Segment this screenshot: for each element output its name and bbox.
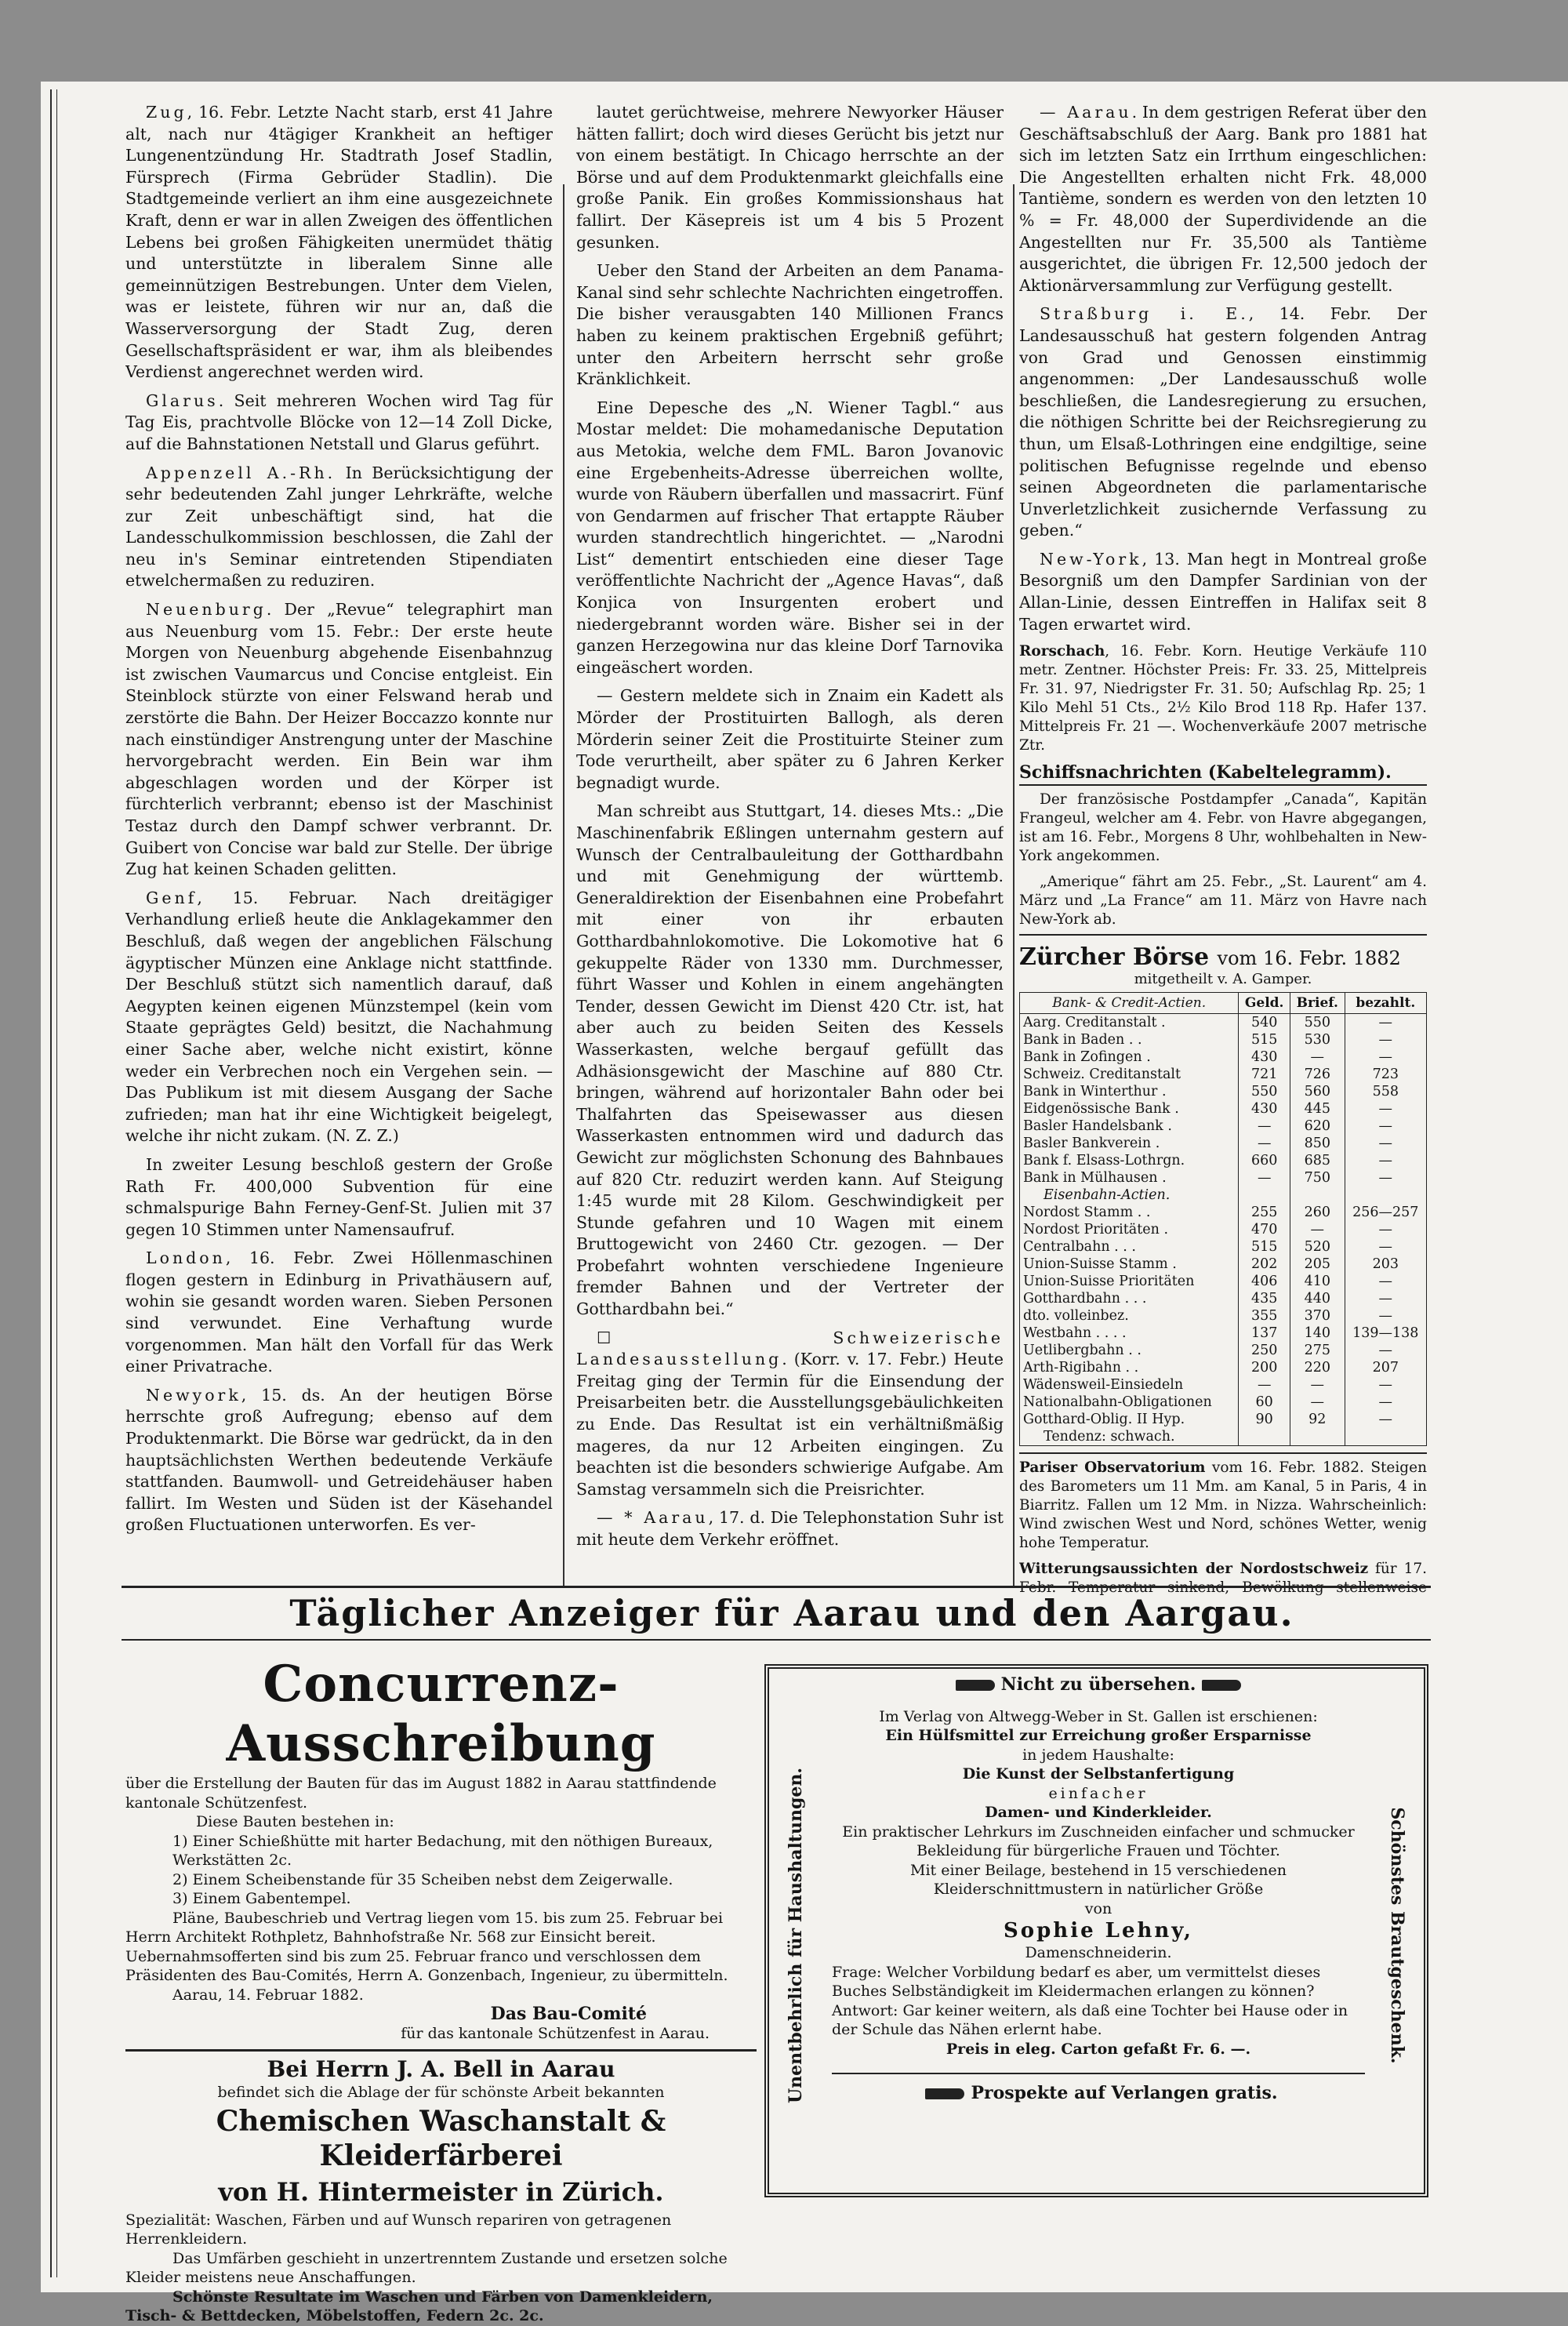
table-cell xyxy=(1345,1428,1426,1446)
table-row xyxy=(1020,1273,1427,1290)
ad-kunst-bottom: Prospekte auf Verlangen gratis. xyxy=(832,2084,1365,2103)
table-cell: Bank in Baden . . xyxy=(1020,1031,1239,1049)
column-2 xyxy=(576,102,1004,1576)
article-text: Eine Depesche des „N. Wiener Tagbl.“ aus Mostar meldet: Die mohamedanische Deputation aus Metokia, welche dem FML. Baron Jovanovic eine Ergebenheits-Adresse überreichen wollte, wurde von Räubern überfallen und massacrirt. Fünf von Gendarmen auf frischer That ertappte Räuber wurden standrechtlich hingerichtet. — „Narodni List“ dementirt entschieden eine dieser Tage veröffentlichte Nachricht der „Agence Havas“, daß Konjica von Insurgenten erobert und niedergebrannt worden wäre. Bisher sei in der ganzen Herzegowina nur das kleine Dorf Tarnovika eingeäschert worden. xyxy=(576,398,1004,677)
ad-kunst-top: Nicht zu übersehen. xyxy=(832,1675,1365,1695)
table-cell: 850 xyxy=(1290,1135,1345,1152)
pointing-hand-icon xyxy=(925,2088,964,2099)
table-cell: — xyxy=(1290,1394,1345,1411)
ad-bell-specialty: Spezialität: Waschen, Färben und auf Wunsch repariren von getragenen Herrenkleidern. xyxy=(125,2211,672,2248)
table-cell: 685 xyxy=(1290,1152,1345,1169)
article-placename: ☐ Schweizerische Landesausstellung xyxy=(576,1328,1004,1369)
table-row xyxy=(1020,1325,1427,1342)
ad-separator xyxy=(125,2049,757,2052)
table-cell: 435 xyxy=(1239,1290,1290,1307)
ad-concurrenz-sign2: für das kantonale Schützenfest in Aarau. xyxy=(401,2024,710,2042)
table-cell: 90 xyxy=(1239,1411,1290,1428)
ad-concurrenz-date: Aarau, 14. Februar 1882. xyxy=(172,1986,364,2004)
table-cell: 275 xyxy=(1290,1342,1345,1359)
table-cell: Bank f. Elsass-Lothrgn. xyxy=(1020,1152,1239,1169)
ad-kunst-question: Frage: Welcher Vorbildung bedarf es aber, um vermittelst dieses Buches Selbständigkeit im Kleidermachen erlangen zu können? xyxy=(832,1963,1321,2000)
table-cell: 370 xyxy=(1290,1307,1345,1325)
article-placename: London xyxy=(146,1248,226,1268)
table-cell: 470 xyxy=(1239,1221,1290,1238)
table-cell: Nordost Stamm . . xyxy=(1020,1204,1239,1221)
ad-concurrenz xyxy=(125,1655,757,2324)
boerse-credit: mitgetheilt v. A. Gamper. xyxy=(1134,971,1312,988)
banner-rule-bottom xyxy=(122,1639,1431,1641)
table-cell: 406 xyxy=(1239,1273,1290,1290)
table-cell: 430 xyxy=(1239,1049,1290,1066)
ad-bell-line-1: Bei Herrn J. A. Bell in Aarau xyxy=(267,2056,615,2082)
table-row xyxy=(1020,1100,1427,1118)
article-paragraph xyxy=(125,1385,553,1536)
table-cell: Bank in Mülhausen . xyxy=(1020,1169,1239,1187)
boerse-table xyxy=(1019,992,1427,1446)
table-cell: — xyxy=(1345,1307,1426,1325)
article-text: . (Korr. v. 17. Febr.) Heute Freitag ging der Termin für die Einsendung der Preisarbeiten betr. die Ausstellungsgebäulichkeiten zu Ende. Das Resultat ist ein verhältnißmäßig mageres, da nur 12 Arbeiten eingingen. Zu beachten ist die besonders schwierige Aufgabe. Am Samstag versammeln sich die Preisrichter. xyxy=(576,1350,1004,1499)
article-text: , 16. Febr. Zwei Höllenmaschinen flogen gestern in Edinburg in Privathäusern auf, wohin sie gesandt worden waren. Sieben Personen sind verwundet. Eine Verhaftung wurde vorgenommen. Man hält den Vorfall für das Werk einer Privatrache. xyxy=(125,1248,553,1376)
table-row xyxy=(1020,1290,1427,1307)
ad-kunst-von: von xyxy=(1084,1899,1112,1917)
table-cell: — xyxy=(1290,1376,1345,1394)
article-placename: — Aarau xyxy=(1040,103,1132,122)
article-text: , 16. Febr. Letzte Nacht starb, erst 41 Jahre alt, nach nur 4tägiger Krankheit an heftiger Lungenentzündung Hr. Stadtrath Josef Stadlin, Fürsprech (Firma Gebrüder Stadlin). Die Stadtgemeinde verliert an ihm eine ausgezeichnete Kraft, denn er war in allen Zweigen des öffentlichen Lebens bei großen Fähigkeiten unermüdet thätig und unterstützte in liberalem Sinne alle gemeinnützigen Bestrebungen. Unter dem Vielen, was er leistete, führen wir nur an, daß die Wasserversorgung der Stadt Zug, deren Gesellschaftspräsident er war, ihm als bleibendes Verdienst angerechnet werden wird. xyxy=(125,103,553,382)
table-row xyxy=(1020,1221,1427,1238)
article-placename: Neuenburg xyxy=(146,600,267,620)
pointing-hand-icon xyxy=(1202,1680,1241,1691)
table-row xyxy=(1020,1066,1427,1083)
article-placename: Genf xyxy=(146,888,198,907)
ad-kunst-supplement: Mit einer Beilage, bestehend in 15 verschiedenen Kleiderschnittmustern in natürlicher Größe xyxy=(910,1861,1287,1898)
table-cell: Bank in Winterthur . xyxy=(1020,1083,1239,1100)
banner-rule-top xyxy=(122,1586,1431,1588)
table-row xyxy=(1020,1307,1427,1325)
table-row-tendenz xyxy=(1020,1428,1427,1446)
table-section-label: Eisenbahn-Actien. xyxy=(1020,1187,1239,1204)
observatory-report: Pariser Observatorium vom 16. Febr. 1882. Steigen des Barometers um 11 Mm. am Kanal, 5 in Paris, 4 in Biarritz. Fallen um 12 Mm. in Nizza. Wahrscheinlich: Wind zwischen West und Nord, schönes Wetter, wenig hohe Temperatur. xyxy=(1019,1459,1427,1552)
table-cell: Basler Bankverein . xyxy=(1020,1135,1239,1152)
table-row xyxy=(1020,1411,1427,1428)
table-row xyxy=(1020,1152,1427,1169)
ad-kunst-course: Ein praktischer Lehrkurs im Zuschneiden einfacher und schmucker Bekleidung für bürgerliche Frauen und Töchter. xyxy=(842,1823,1355,1859)
ad-bell-dyeing: Das Umfärben geschieht in unzertrenntem Zustande und ersetzen solche Kleider meistens neue Anschaffungen. xyxy=(125,2249,728,2286)
col-header-brief: Brief. xyxy=(1290,993,1345,1014)
table-row xyxy=(1020,1135,1427,1152)
table-cell: Uetlibergbahn . . xyxy=(1020,1342,1239,1359)
table-cell: — xyxy=(1290,1049,1345,1066)
article-text: . In dem gestrigen Referat über den Geschäftsabschluß der Aarg. Bank pro 1881 hat sich im letzten Satz ein Irrthum eingeschlichen: Die Angestellten erhalten nicht Frk. 48,000 Tantième, sondern es werden von den letzten 10 % = Fr. 48,000 der Superdividende an die Angestellten nur Fr. 35,500 als Tantième ausgerichtet, die übrigen Fr. 12,500 jedoch der Aktionärversammlung zur Verfügung gestellt. xyxy=(1019,103,1427,295)
ad-left-vertical: Unentbehrlich für Haushaltungen. xyxy=(786,1768,806,2103)
table-cell: Gotthard-Oblig. II Hyp. xyxy=(1020,1411,1239,1428)
table-row xyxy=(1020,1118,1427,1135)
table-cell: — xyxy=(1345,1376,1426,1394)
article-text: , 15. ds. An der heutigen Börse herrschte groß Aufregung; ebenso auf dem Produktenmarkt. Die Börse war gedrückt, da in den hauptsächlichsten Werthen bedeutende Verkäufe stattfanden. Baumwoll- und Getreidehäuser haben fallirt. Im Westen und Süden ist der Käsehandel großen Fluctuationen unterworfen. Es ver- xyxy=(125,1385,553,1535)
table-cell: 200 xyxy=(1239,1359,1290,1376)
table-cell: 550 xyxy=(1290,1014,1345,1032)
article-paragraph xyxy=(125,1154,553,1241)
table-section-row xyxy=(1020,1187,1427,1204)
table-cell: 355 xyxy=(1239,1307,1290,1325)
article-text: . Der „Revue“ telegraphirt man aus Neuenburg vom 15. Febr.: Der erste heute Morgen von Neuenburg abgehende Eisenbahnzug ist zwischen Vaumarcus und Concise entgleist. Ein Steinblock stürzte von einer Felswand herab und zerstörte die Bahn. Der Heizer Boccazzo konnte nur nach einstündiger Anstrengung unter der Maschine hervorgebracht werden. Ein Bein war ihm abgeschlagen worden und der Körper ist fürchterlich verbrannt; ebenso ist der Maschinist Testaz durch den Dampf schwer verbrannt. Dr. Guibert von Concise war bald zur Stelle. Der übrige Zug hat keinen Schaden gelitten. xyxy=(125,600,553,879)
ad-kunst-box xyxy=(764,1664,1428,2197)
table-cell: 410 xyxy=(1290,1273,1345,1290)
article-paragraph xyxy=(576,685,1004,794)
table-cell: 515 xyxy=(1239,1031,1290,1049)
article-paragraph xyxy=(1019,303,1427,542)
table-cell: — xyxy=(1345,1100,1426,1118)
ad-kunst-title: Die Kunst der Selbstanfertigung xyxy=(962,1765,1235,1783)
article-paragraph xyxy=(576,260,1004,391)
article-paragraph xyxy=(125,391,553,456)
ad-kunst-household: in jedem Haushalte: xyxy=(1022,1746,1174,1764)
ad-bell-results: Schönste Resultate im Waschen und Färben von Damenkleidern, Tisch- & Bettdecken, Möbelstoffen, Federn 2c. 2c. xyxy=(125,2288,713,2324)
article-paragraph xyxy=(125,599,553,881)
table-cell: — xyxy=(1290,1221,1345,1238)
table-cell: Aarg. Creditanstalt . xyxy=(1020,1014,1239,1032)
article-placename: Newyork xyxy=(146,1385,241,1405)
table-cell xyxy=(1290,1187,1345,1204)
table-cell: 220 xyxy=(1290,1359,1345,1376)
advertiser-banner: Täglicher Anzeiger für Aarau und den Aargau. xyxy=(289,1592,1294,1634)
table-cell: — xyxy=(1239,1118,1290,1135)
ad-bell-firm-owner: von H. Hintermeister in Zürich. xyxy=(218,2176,664,2207)
col-header-geld: Geld. xyxy=(1239,993,1290,1014)
weather-forecast: Witterungsaussichten der Nordostschweiz für 17. xyxy=(1019,1561,1427,1578)
table-row xyxy=(1020,1031,1427,1049)
table-cell: 250 xyxy=(1239,1342,1290,1359)
table-cell: 205 xyxy=(1290,1256,1345,1273)
article-paragraph xyxy=(125,463,553,593)
table-cell: 560 xyxy=(1290,1083,1345,1100)
table-row xyxy=(1020,1204,1427,1221)
table-cell: 202 xyxy=(1239,1256,1290,1273)
ad-kunst-answer: Antwort: Gar keiner weitern, als daß eine Tochter bei Hause oder in der Schule das Nähen erlernt habe. xyxy=(832,2001,1348,2038)
table-cell: — xyxy=(1239,1169,1290,1187)
table-cell: 203 xyxy=(1345,1256,1426,1273)
table-cell: 60 xyxy=(1239,1394,1290,1411)
table-cell: 260 xyxy=(1290,1204,1345,1221)
table-cell xyxy=(1239,1187,1290,1204)
ad-bell-line-2: befindet sich die Ablage der für schönste Arbeit bekannten xyxy=(217,2084,665,2101)
col-header-actien: Bank- & Credit-Actien. xyxy=(1020,993,1239,1014)
ad-concurrenz-intro: über die Erstellung der Bauten für das im August 1882 in Aarau stattfindende kantonale Schützenfest. xyxy=(125,1775,717,1812)
boerse-title: Zürcher Börse vom 16. Febr. 1882 xyxy=(1019,943,1401,972)
table-cell: Basler Handelsbank . xyxy=(1020,1118,1239,1135)
article-text: In Berücksichtigung der sehr bedeutenden Zahl junger Lehrkräfte, welche zur Zeit unbeschäftigt sind, hat die Landesschulkommission beschlossen, die Zahl der neu in's Seminar eintretenden Stipendiaten etwelchermaßen zu reduziren. xyxy=(125,463,553,591)
ad-concurrenz-lead: Diese Bauten bestehen in: xyxy=(196,1813,394,1830)
article-paragraph xyxy=(125,888,553,1147)
article-text: Man schreibt aus Stuttgart, 14. dieses Mts.: „Die Maschinenfabrik Eßlingen unternahm gestern auf Wunsch der Centralbauleitung der Gotthardbahn und mit Genehmigung der württemb. Generaldirektion der Eisenbahnen eine Probefahrt mit einer von ihr erbauten Gotthardbahnlokomotive. Die Lokomotive hat 6 gekuppelte Räder von 1330 mm. Durchmesser, führt Wasser und Kohlen in einem angehängten Tender, dessen Gewicht im Dienst 420 Ctr. ist, hat aber auch zu beiden Seiten des Kessels Wasserkasten, welche bergauf gefüllt das Adhäsionsgewicht der Maschine auf 880 Ctr. bringen, während auf horizontaler Bahn oder bei Thalfahrten das Speisewasser aus diesen Wasserkasten entnommen wird und dadurch das Gewicht zur möglichsten Schonung des Bahnbaues auf 820 Ctr. reduzirt werden kann. Auf Steigung 1:45 wurde mit 28 Kilom. Geschwindigkeit per Stunde gefahren und 10 Wagen mit einem Bruttogewicht von 2460 Ctr. gezogen. — Der Probefahrt wohnten verschiedene Ingenieure fremder Bahnen und der Vertreter der Gotthardbahn bei.“ xyxy=(576,801,1004,1319)
ad-kunst-damen: Damen- und Kinderkleider. xyxy=(985,1804,1212,1821)
ad-concurrenz-sign: Das Bau-Comité xyxy=(490,2004,647,2024)
shipping-para-2: „Amerique“ fährt am 25. Febr., „St. Laurent“ am 4. März und „La France“ am 11. März von Havre nach New-York ab. xyxy=(1019,873,1427,936)
table-cell: Nationalbahn-Obligationen xyxy=(1020,1394,1239,1411)
table-cell: 620 xyxy=(1290,1118,1345,1135)
table-cell: 92 xyxy=(1290,1411,1345,1428)
article-text: , 14. Febr. Der Landesausschuß hat gestern folgenden Antrag von Grad und Genossen einstimmig angenommen: „Der Landesausschuß wolle beschließen, die Landesregierung zu ersuchen, die nöthigen Schritte bei der Reichsregierung zu thun, um Elsaß-Lothringen eine endgiltige, seine politischen Befugnisse regelnde und ebenso seinen Abgeordneten die parlamentarische Unverletzlichkeit zusichernde Verfassung zu geben.“ xyxy=(1019,304,1427,540)
table-cell: — xyxy=(1345,1342,1426,1359)
table-cell: Union-Suisse Prioritäten xyxy=(1020,1273,1239,1290)
table-cell: 530 xyxy=(1290,1031,1345,1049)
table-row xyxy=(1020,1256,1427,1273)
table-cell: 207 xyxy=(1345,1359,1426,1376)
left-margin-rule xyxy=(50,89,52,2277)
article-text: lautet gerüchtweise, mehrere Newyorker Häuser hätten fallirt; doch wird dieses Gerücht bis jetzt nur von einem bestätigt. In Chicago herrschte an der Börse und auf dem Produktenmarkt gleichfalls eine große Panik. Ein großes Kommissionshaus hat fallirt. Der Käsepreis ist um 4 bis 5 Prozent gesunken. xyxy=(576,103,1004,252)
article-placename: Glarus xyxy=(146,391,219,410)
table-cell: Union-Suisse Stamm . xyxy=(1020,1256,1239,1273)
col-header-bezahlt: bezahlt. xyxy=(1345,993,1426,1014)
ad-kunst-rule xyxy=(832,2073,1365,2074)
table-cell: — xyxy=(1345,1238,1426,1256)
table-row xyxy=(1020,1014,1427,1032)
article-text: In zweiter Lesung beschloß gestern der Große Rath Fr. 400,000 Subvention für eine schmalspurige Bahn Ferney-Genf-St. Julien mit 37 gegen 10 Stimmen unter Namensaufruf. xyxy=(125,1154,553,1239)
table-cell: 139—138 xyxy=(1345,1325,1426,1342)
table-cell: — xyxy=(1345,1014,1426,1032)
table-cell: 723 xyxy=(1345,1066,1426,1083)
article-placename: Appenzell A.-Rh. xyxy=(146,463,336,482)
article-paragraph xyxy=(576,1507,1004,1550)
table-cell xyxy=(1345,1187,1426,1204)
left-margin-rule-inner xyxy=(56,89,57,2277)
article-placename: New-York xyxy=(1040,549,1142,569)
table-cell: — xyxy=(1345,1411,1426,1428)
ad-concurrenz-body: Pläne, Baubeschrieb und Vertrag liegen vom 15. bis zum 25. Februar bei Herrn Architekt Rothpletz, Bahnhofstraße Nr. 568 zur Einsicht bereit. Uebernahmsofferten sind bis zum 25. Februar franco und verschlossen dem Präsidenten des Bau-Comités, Herrn A. Gonzenbach, Ingenieur, zu übermitteln. xyxy=(125,1909,728,1984)
table-cell: Centralbahn . . . xyxy=(1020,1238,1239,1256)
table-cell: Bank in Zofingen . xyxy=(1020,1049,1239,1066)
table-cell: Gotthardbahn . . . xyxy=(1020,1290,1239,1307)
table-cell xyxy=(1290,1428,1345,1446)
article-paragraph xyxy=(576,1328,1004,1501)
column-1 xyxy=(125,102,553,1576)
article-paragraph xyxy=(1019,549,1427,635)
table-cell: 726 xyxy=(1290,1066,1345,1083)
table-row xyxy=(1020,1238,1427,1256)
table-cell: 750 xyxy=(1290,1169,1345,1187)
article-paragraph xyxy=(1019,102,1427,296)
ad-kunst-aid: Ein Hülfsmittel zur Erreichung großer Ersparnisse xyxy=(885,1727,1312,1744)
ad-kunst-publisher: Im Verlag von Altwegg-Weber in St. Gallen ist erschienen: xyxy=(879,1707,1318,1725)
article-text: , 17. d. Die Telephonstation Suhr ist mit heute dem Verkehr eröffnet. xyxy=(576,1508,1004,1549)
ad-right-vertical: Schönstes Brautgeschenk. xyxy=(1387,1807,1407,2064)
ad-concurrenz-item-2: 2) Einem Scheibenstande für 35 Scheiben nebst dem Zeigerwalle. xyxy=(172,1870,673,1888)
table-cell: — xyxy=(1345,1135,1426,1152)
article-placename: Straßburg i. E. xyxy=(1040,304,1249,324)
ad-concurrenz-item-1: 1) Einer Schießhütte mit harter Bedachung, mit den nöthigen Bureaux, Werkstätten 2c. xyxy=(172,1832,713,1869)
ad-concurrenz-title: Concurrenz-Ausschreibung xyxy=(226,1655,656,1773)
article-text: — Gestern meldete sich in Znaim ein Kadett als Mörder der Prostituirten Ballogh, als deren Mörderin seiner Zeit die Prostituirte Steiner zum Tode verurtheilt, aber später zu 6 Jahren Kerker begnadigt wurde. xyxy=(576,686,1004,792)
table-row xyxy=(1020,1394,1427,1411)
table-cell: 440 xyxy=(1290,1290,1345,1307)
ad-kunst-price: Preis in eleg. Carton gefaßt Fr. 6. —. xyxy=(946,2040,1251,2058)
pointing-hand-icon xyxy=(956,1680,995,1691)
table-cell: — xyxy=(1345,1394,1426,1411)
boerse-tendenz: Tendenz: schwach. xyxy=(1020,1428,1239,1446)
table-cell: — xyxy=(1239,1376,1290,1394)
ad-bell-firm: Chemischen Waschanstalt & Kleiderfärberei xyxy=(216,2104,666,2172)
article-paragraph xyxy=(576,398,1004,679)
table-cell: 550 xyxy=(1239,1083,1290,1100)
table-row xyxy=(1020,1083,1427,1100)
table-cell: — xyxy=(1345,1031,1426,1049)
article-text: . Seit mehreren Wochen wird Tag für Tag Eis, prachtvolle Blöcke von 12—14 Zoll Dicke, auf die Bahnstationen Netstall und Glarus geführt. xyxy=(125,391,553,453)
article-text: , 15. Februar. Nach dreitägiger Verhandlung erließ heute die Anklagekammer den Beschluß, daß wegen der angeblichen Fälschung ägyptischer Münzen eine Anklage nicht stattfinde. Der Beschluß stützt sich namentlich darauf, daß Aegypten keinen eigenen Münzstempel (kein vom Staate geprägtes Geld) besitzt, die Nachahmung einer Sache aber, welche nicht existirt, könne weder ein Verbrechen noch ein Vergehen sein. — Das Publikum ist mit diesem Ausgang der Sache zufrieden; man hat ihr eine Wichtigkeit beigelegt, welche ihr nicht zukam. (N. Z. Z.) xyxy=(125,888,553,1146)
article-paragraph xyxy=(125,102,553,383)
table-cell: — xyxy=(1239,1135,1290,1152)
table-cell: 515 xyxy=(1239,1238,1290,1256)
ad-kunst-einfacher: einfacher xyxy=(1048,1784,1149,1802)
market-report: Rorschach, 16. Febr. Korn. Heutige Verkäufe 110 metr. Zentner. Höchster Preis: Fr. 33. 25, Mittelpreis Fr. 31. 97, Niedrigster Fr. 31. 50; Aufschlag Rp. 25; 1 Kilo Mehl 51 Cts., 2½ Kilo Brod 118 Rp. Hafer 137. Mittelpreis Fr. 21 —. Wochenverkäufe 2007 metrische Ztr. xyxy=(1019,643,1427,754)
table-cell: — xyxy=(1345,1221,1426,1238)
table-cell: — xyxy=(1345,1273,1426,1290)
table-cell: Arth-Rigibahn . . xyxy=(1020,1359,1239,1376)
table-cell: Eidgenössische Bank . xyxy=(1020,1100,1239,1118)
article-text: Ueber den Stand der Arbeiten an dem Panama-Kanal sind sehr schlechte Nachrichten eingetroffen. Die bisher verausgabten 140 Millionen Francs haben zu keinem praktischen Ergebniß geführt; unter den Arbeitern herrscht sehr große Kränklichkeit. xyxy=(576,261,1004,389)
table-cell: 520 xyxy=(1290,1238,1345,1256)
ad-kunst-author: Sophie Lehny, xyxy=(1004,1919,1193,1943)
table-cell: 430 xyxy=(1239,1100,1290,1118)
table-cell: — xyxy=(1345,1152,1426,1169)
table-row xyxy=(1020,1342,1427,1359)
article-placename: — * Aarau xyxy=(597,1508,709,1528)
ad-concurrenz-item-3: 3) Einem Gabentempel. xyxy=(172,1890,351,1907)
shipping-para-1: Der französische Postdampfer „Canada“, Kapitän Frangeul, welcher am 4. Febr. von Havre abgegangen, ist am 16. Febr., Morgens 8 Uhr, wohlbehalten in New-York angekommen. xyxy=(1019,791,1427,865)
table-cell: 721 xyxy=(1239,1066,1290,1083)
table-cell: — xyxy=(1345,1118,1426,1135)
article-paragraph xyxy=(576,801,1004,1320)
column-3 xyxy=(1019,102,1427,1600)
table-cell: 256—257 xyxy=(1345,1204,1426,1221)
rule-after-boerse xyxy=(1019,1452,1427,1454)
column-rule-2 xyxy=(1013,184,1014,1588)
table-cell: — xyxy=(1345,1049,1426,1066)
ad-kunst-inner xyxy=(832,1669,1365,2193)
table-cell: 255 xyxy=(1239,1204,1290,1221)
table-row xyxy=(1020,1376,1427,1394)
article-paragraph xyxy=(576,102,1004,253)
table-cell: Westbahn . . . . xyxy=(1020,1325,1239,1342)
table-cell: 445 xyxy=(1290,1100,1345,1118)
table-row xyxy=(1020,1169,1427,1187)
article-paragraph xyxy=(125,1248,553,1378)
table-cell: 540 xyxy=(1239,1014,1290,1032)
column-rule-1 xyxy=(563,184,564,1588)
table-cell: Nordost Prioritäten . xyxy=(1020,1221,1239,1238)
article-text: , 13. Man hegt in Montreal große Besorgniß um den Dampfer Sardinian von der Allan-Linie, dessen Eintreffen in Halifax seit 8 Tagen erwartet wird. xyxy=(1019,549,1427,634)
table-cell: — xyxy=(1345,1169,1426,1187)
table-cell: Schweiz. Creditanstalt xyxy=(1020,1066,1239,1083)
table-row xyxy=(1020,1359,1427,1376)
table-cell: Wädensweil-Einsiedeln xyxy=(1020,1376,1239,1394)
table-cell xyxy=(1239,1428,1290,1446)
table-cell: — xyxy=(1345,1290,1426,1307)
table-row xyxy=(1020,1049,1427,1066)
shipping-heading: Schiffsnachrichten (Kabeltelegramm). xyxy=(1019,762,1427,786)
table-cell: 140 xyxy=(1290,1325,1345,1342)
table-cell: 558 xyxy=(1345,1083,1426,1100)
table-cell: 660 xyxy=(1239,1152,1290,1169)
ad-kunst-profession: Damenschneiderin. xyxy=(1025,1944,1172,1961)
table-cell: dto. volleinbez. xyxy=(1020,1307,1239,1325)
article-placename: Zug xyxy=(146,103,187,122)
table-cell: 137 xyxy=(1239,1325,1290,1342)
